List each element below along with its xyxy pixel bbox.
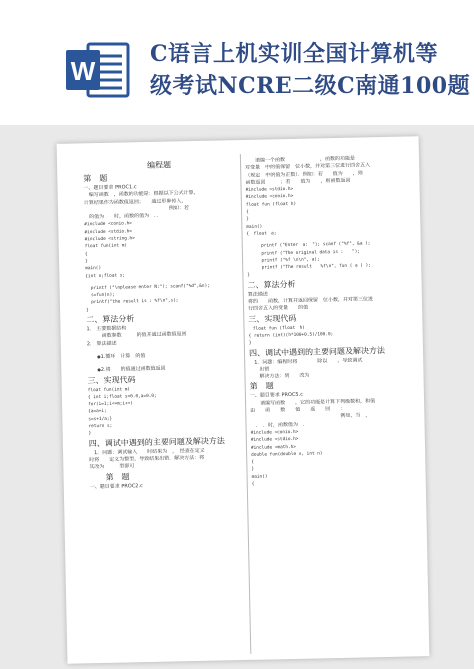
doc-line: #include <stdio.h>	[245, 187, 294, 194]
doc-line: （规定 中的值为正数）．例如：若 值为 ，则	[245, 170, 363, 179]
doc-line: float fun (float h)	[245, 201, 297, 208]
doc-line: { int i;float s=0.0,a=0.0;	[87, 393, 157, 401]
doc-line: {	[251, 459, 255, 465]
doc-line: 时将 定义为整型，导致结果出错．解决方法：将	[89, 454, 205, 464]
doc-line: #include <conio.h>	[245, 194, 294, 201]
doc-line: printf ("The original data is : ");	[256, 249, 361, 257]
doc-line: {	[84, 251, 88, 257]
doc-line: 二、算法分析	[247, 279, 296, 290]
doc-line: #include <conio.h>	[84, 221, 132, 228]
doc-line: }	[88, 431, 92, 437]
doc-line: printf ("Enter a: "); scanf ("%f", &a );	[256, 241, 371, 249]
doc-line: #include <string.h>	[84, 236, 135, 243]
title-line-1: C语言上机实训全国计算机等	[150, 41, 439, 67]
doc-line: main()	[251, 474, 268, 480]
doc-line: 其改为 型即可	[89, 463, 135, 471]
doc-line: 1．问题：调试输入 时结果为 ， 经查在定义	[89, 447, 205, 456]
doc-line: 例如：若	[83, 204, 190, 214]
doc-line: #include <math.h>	[250, 444, 296, 451]
word-doc-icon	[64, 42, 130, 98]
doc-line: #include <stdio.h>	[250, 437, 299, 444]
doc-line: 将的 函数，计算并返回保留 位小数，并对第三位进	[247, 296, 373, 305]
document-title	[150, 38, 470, 102]
doc-line: for(i=1;i<=m;i++)	[88, 401, 134, 408]
doc-line: 例如，当 ，	[250, 412, 371, 422]
page-header	[0, 0, 474, 125]
svg-text:W: W	[70, 56, 96, 86]
doc-line: 的值为 时，函数的值为 ．．	[84, 212, 162, 221]
doc-line: 函数返回 ；若 值为 ，则函数返回	[245, 177, 351, 186]
doc-line: 第 题	[83, 173, 108, 184]
doc-line: 编写函数 ，函数的功能是：根据以下公式计算，	[83, 190, 199, 199]
doc-line: 出错	[249, 366, 270, 373]
doc-line: printf ("The result %f\n", fun ( a ) );	[257, 263, 371, 271]
doc-line: ． ．时，函数值为 ．	[250, 421, 309, 429]
doc-line: ● 2.将 的值通过函数值返回	[87, 363, 239, 374]
doc-line: }	[246, 217, 249, 223]
doc-line: s=s+1/a;}	[88, 416, 113, 422]
doc-line: s=fun(n);	[85, 292, 115, 299]
doc-line: 计算结果作为函数值返回； 通过形参传入，	[83, 197, 187, 206]
doc-line: 一、题目要求 PROC5.c	[249, 392, 304, 400]
doc-line: return s;	[88, 423, 113, 430]
doc-line: double fun(double x, int n)	[251, 451, 323, 458]
doc-line: 二、算法分析	[86, 314, 135, 325]
doc-line: 解决方法：到 改为	[249, 372, 310, 380]
title-line-2: 级考试NCRE二级C南通100题	[150, 73, 471, 99]
doc-line: #include <conio.h>	[250, 429, 299, 436]
doc-line: 2. 算法描述	[86, 340, 117, 347]
doc-line: }	[247, 273, 251, 279]
doc-line: 一、题目要求 PROC1.c	[83, 184, 137, 192]
doc-line: 行四舍五入的变量 的值	[248, 304, 309, 313]
doc-line: }	[86, 307, 89, 314]
doc-line: {int n;float s;	[85, 273, 126, 279]
doc-line: ● 1.循环 计算 的值	[87, 350, 239, 361]
doc-line: }	[85, 259, 88, 265]
left-column	[83, 158, 242, 491]
doc-line: 第 题	[89, 471, 130, 482]
doc-line: { return (int)(h*100+0.5)/100.0;	[248, 332, 334, 339]
doc-line: float fun(int m)	[84, 243, 128, 250]
doc-line: 一、题目要求 PROC2.c	[89, 482, 143, 490]
doc-line: }	[251, 467, 255, 473]
doc-line: {a=a+i;	[88, 409, 107, 415]
doc-line: {	[246, 209, 249, 215]
doc-line: { float a;	[246, 231, 277, 237]
doc-line: 四、调试中遇到的主要问题及解决方法	[88, 435, 225, 448]
doc-line: printf ("%f \n\n", a);	[257, 257, 320, 264]
doc-line: 由 函 数 值 返 回 ：	[250, 405, 346, 414]
doc-line: 三、实现代码	[87, 374, 136, 385]
doc-line: 算法描述	[247, 291, 268, 298]
doc-line: 函数参数 的值并通过函数值返回	[96, 331, 187, 340]
doc-line: #include <stdio.h>	[84, 229, 133, 236]
doc-line: main()	[85, 266, 102, 272]
doc-line: 四、调试中遇到的主要问题及解决方法	[248, 345, 386, 358]
right-column	[245, 155, 402, 488]
doc-line: 请编一个函数 ，函数的功能是	[244, 155, 356, 164]
document-page	[57, 136, 430, 663]
doc-line: {	[251, 481, 255, 487]
doc-line: 对变量 中的值保留 位小数，并对第三位进行四舍五入	[245, 162, 371, 172]
doc-line: printf("the result is : %f\n",s);	[85, 298, 179, 306]
doc-line: 第 题	[249, 381, 274, 392]
doc-line: 三、实现代码	[248, 313, 297, 324]
doc-line: 请编写函数 ，它的功能是计算下列级数和，和值	[250, 397, 376, 407]
doc-line: 编程题	[146, 160, 172, 170]
doc-line: 1. 主要数据结构	[86, 325, 127, 333]
doc-line: 1．问题：编程时将 除以 ，导致调试	[249, 357, 363, 366]
doc-line: main()	[246, 224, 263, 230]
doc-line: printf ("\nplease enter N:"); scanf("%d",&n);	[85, 283, 210, 292]
doc-line: float fun(int m)	[87, 386, 131, 393]
doc-line: float fun (float h)	[248, 325, 305, 332]
doc-line: }	[248, 341, 252, 347]
